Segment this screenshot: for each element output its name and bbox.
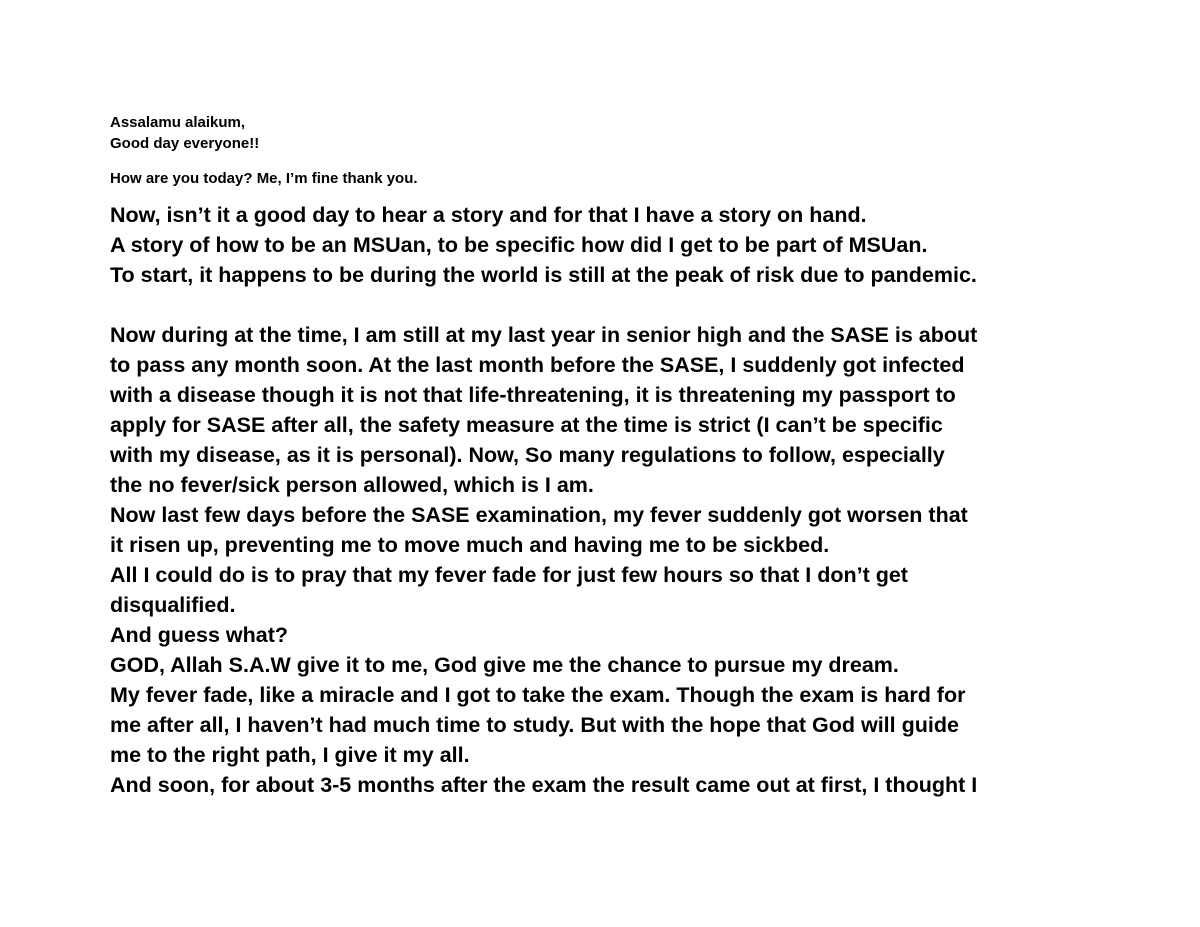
story-line: And guess what? xyxy=(110,623,288,647)
story-line: And soon, for about 3-5 months after the exam the result came out at first, I thought I xyxy=(110,773,978,797)
story-line: me after all, I haven’t had much time to study. But with the hope that God will guide xyxy=(110,713,959,737)
story-line: disqualified. xyxy=(110,593,236,617)
story-line: A story of how to be an MSUan, to be specific how did I get to be part of MSUan. xyxy=(110,233,928,257)
story-line: apply for SASE after all, the safety measure at the time is strict (I can’t be specific xyxy=(110,413,943,437)
good-day-text: Good day everyone!! xyxy=(110,135,260,152)
story-line: it risen up, preventing me to move much and having me to be sickbed. xyxy=(110,533,830,557)
story-line: To start, it happens to be during the world is still at the peak of risk due to pandemic. xyxy=(110,263,977,287)
story-body xyxy=(110,200,1110,800)
salutation-text: Assalamu alaikum, xyxy=(110,114,246,131)
story-line: GOD, Allah S.A.W give it to me, God give me the chance to pursue my dream. xyxy=(110,653,899,677)
story-line: All I could do is to pray that my fever fade for just few hours so that I don’t get xyxy=(110,563,908,587)
story-line: Now last few days before the SASE examination, my fever suddenly got worsen that xyxy=(110,503,968,527)
story-line: to pass any month soon. At the last month before the SASE, I suddenly got infected xyxy=(110,353,965,377)
story-line: Now, isn’t it a good day to hear a story and for that I have a story on hand. xyxy=(110,203,867,227)
story-line: with my disease, as it is personal). Now, So many regulations to follow, especially xyxy=(110,443,945,467)
paragraph-gap xyxy=(110,290,1110,320)
story-line: the no fever/sick person allowed, which is I am. xyxy=(110,473,594,497)
story-line: me to the right path, I give it my all. xyxy=(110,743,470,767)
story-line: My fever fade, like a miracle and I got to take the exam. Though the exam is hard for xyxy=(110,683,966,707)
story-line: with a disease though it is not that life-threatening, it is threatening my passport to xyxy=(110,383,956,407)
question-text: How are you today? Me, I’m fine thank you. xyxy=(110,170,418,187)
story-line: Now during at the time, I am still at my last year in senior high and the SASE is about xyxy=(110,323,978,347)
greeting-block xyxy=(110,112,1110,154)
